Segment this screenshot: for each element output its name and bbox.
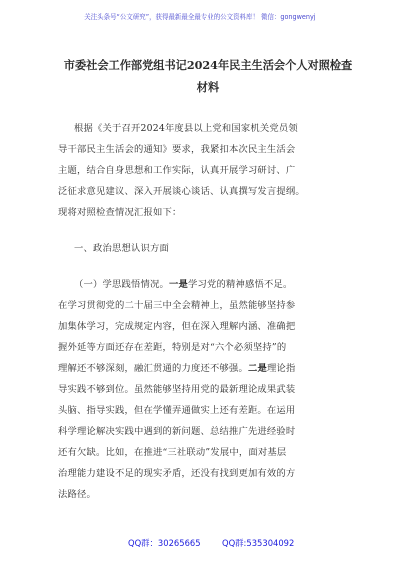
para1-line-7: 头脑、指导实践，但在学懂弄通做实上还有差距。在运用	[58, 405, 296, 416]
footer-qq-group-1: QQ群：30265665	[128, 538, 201, 548]
para1-line-2: 在学习贯彻党的二十届三中全会精神上，虽然能够坚持参	[58, 300, 296, 311]
para1-point-two-marker: 二是	[247, 363, 267, 374]
intro-line-3: 主题，结合自身思想和工作实际，认真开展学习研讨、广	[58, 165, 296, 176]
intro-line-2: 导干部民主生活会的通知》要求，我紧扣本次民主生活会	[58, 144, 296, 155]
header-note: 关注头条号“公文研究”，获得最新最全最专业的公文资料库！ 微信：gongwenyj	[84, 13, 316, 21]
para1-line-11: 法路径。	[58, 489, 96, 500]
document-title-line-2: 材料	[196, 80, 220, 94]
intro-line-5: 现将对照检查情况汇报如下：	[58, 207, 182, 218]
para1-line-6: 导实践不够到位。虽然能够坚持用党的最新理论成果武装	[58, 384, 296, 395]
footer-qq-group-2: QQ群:535304092	[222, 538, 295, 548]
para1-line-1: （一）学思践悟情况。一是学习党的精神感悟不足。	[74, 279, 293, 290]
section-heading: 一、政治思想认识方面	[74, 243, 169, 254]
para1-point-one-marker: 一是	[168, 279, 188, 290]
para1-line-3: 加集体学习，完成规定内容，但在深入理解内涵、准确把	[58, 321, 296, 332]
intro-line-4: 泛征求意见建议、深入开展谈心谈话、认真撰写发言提纲。	[58, 186, 305, 197]
para1-line-8: 科学理论解决实践中遇到的新问题、总结推广先进经验时	[58, 426, 296, 437]
document-title-line-1: 市委社会工作部党组书记2024年民主生活会个人对照检查	[63, 58, 353, 72]
intro-line-1: 根据《关于召开2024年度县以上党和国家机关党员领	[74, 123, 298, 134]
para1-line-9: 还有欠缺。比如，在推进“三社联动”发展中，面对基层	[58, 447, 287, 458]
para1-line-4: 握外延等方面还存在差距，特别是对“六个必须坚持”的	[58, 342, 287, 353]
para1-line-10: 治理能力建设不足的现实矛盾，还没有找到更加有效的方	[58, 468, 296, 479]
para1-line-5: 理解还不够深刻，融汇贯通的力度还不够强。二是理论指	[58, 363, 296, 374]
